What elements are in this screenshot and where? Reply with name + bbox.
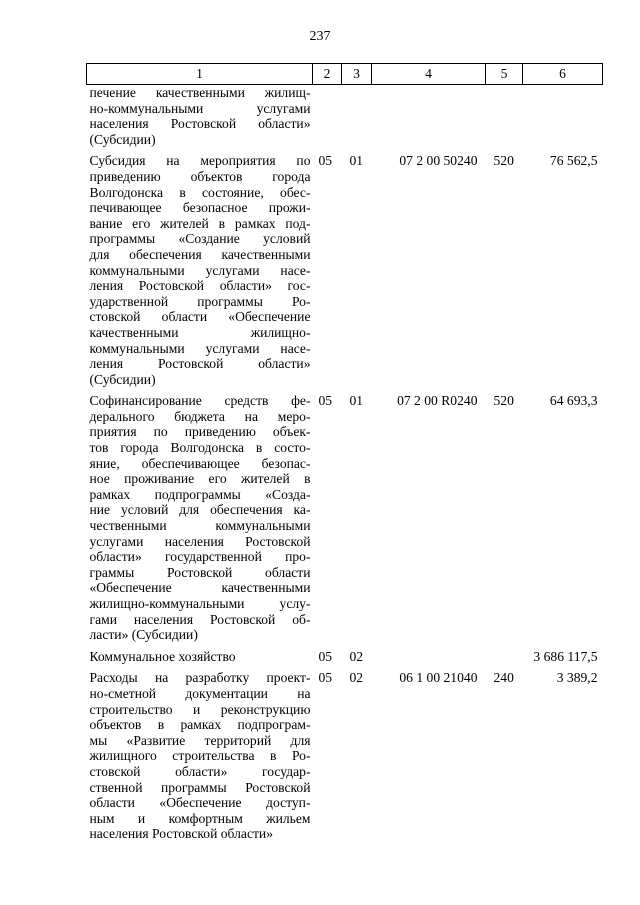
- row-subsection: 02: [349, 648, 364, 664]
- header-col-2: 2: [313, 64, 342, 85]
- row-expense-type: 240: [493, 670, 514, 686]
- row-name-line: строительство и реконструкцию: [89, 701, 311, 717]
- row-name: [87, 393, 313, 643]
- row-name-line: объектов в рамках подпрограм-: [89, 717, 311, 733]
- row-name-line: приведению объектов города: [89, 168, 311, 184]
- row-section: 05: [318, 670, 333, 686]
- row-name-line: области «Обеспечение доступ-: [89, 795, 311, 811]
- row-name-line: но-коммунальными услугами: [89, 100, 311, 116]
- row-name-line: ласти» (Субсидии): [89, 627, 198, 643]
- header-col-6: 6: [523, 64, 603, 85]
- header-col-5: 5: [486, 64, 523, 85]
- row-name: [87, 85, 313, 148]
- row-name-line: граммы Ростовской области: [89, 564, 311, 580]
- row-name-line: Коммунальное хозяйство: [89, 648, 236, 664]
- row-target-code: [372, 649, 486, 665]
- table-row: [87, 670, 603, 842]
- row-name-line: ственной программы Ростовской: [89, 779, 311, 795]
- row-name: [87, 670, 313, 842]
- row-section: 05: [318, 393, 333, 409]
- row-subsection: 01: [349, 153, 364, 169]
- row-name-line: коммунальными услугами насе-: [89, 262, 311, 278]
- row-section: [313, 85, 342, 148]
- row-name: [87, 649, 313, 665]
- row-name-line: дерального бюджета на меро-: [89, 408, 311, 424]
- row-name-line: Расходы на разработку проект-: [89, 670, 311, 686]
- header-col-4: 4: [372, 64, 486, 85]
- row-name-line: чественными коммунальными: [89, 518, 311, 534]
- row-name-line: жилищно-коммунальными услу-: [89, 596, 311, 611]
- row-name-line: вание его жителей в рамках под-: [89, 215, 311, 231]
- row-name-line: рамках подпрограммы «Созда-: [89, 486, 311, 502]
- row-name-line: (Субсидии): [89, 131, 156, 147]
- row-name-line: печивающее безопасное прожи-: [89, 200, 311, 216]
- row-expense-type: 520: [493, 153, 514, 169]
- table-row: [87, 649, 603, 665]
- row-name-line: для обеспечения качественными: [89, 246, 311, 262]
- row-name-line: области» государственной про-: [89, 549, 311, 565]
- row-section: 05: [318, 153, 333, 169]
- row-name-line: ным и комфортным жильем: [89, 810, 311, 826]
- table-row: [87, 85, 603, 148]
- row-amount: [523, 85, 603, 148]
- row-name-line: приятия по приведению объек-: [89, 424, 311, 440]
- header-col-1: 1: [87, 64, 313, 85]
- row-name-line: коммунальными услугами насе-: [89, 340, 311, 356]
- row-name-line: «Обеспечение качественными: [89, 580, 311, 596]
- row-target-code: 07 2 00 50240: [399, 153, 478, 169]
- row-amount: 76 562,5: [549, 153, 598, 169]
- row-name-line: жилищного строительства в Ро-: [89, 748, 311, 764]
- header-row: [87, 64, 603, 85]
- row-name-line: программы «Создание условий: [89, 231, 311, 247]
- row-name-line: ударственной программы Ро-: [89, 293, 311, 309]
- row-name-line: Субсидия на мероприятия по: [89, 153, 311, 169]
- table-row: [87, 393, 603, 643]
- row-subsection: [342, 85, 372, 148]
- row-name-line: мы «Развитие территорий для: [89, 732, 311, 748]
- row-amount: 3 389,2: [556, 670, 598, 686]
- row-name-line: населения Ростовской области»: [89, 826, 274, 842]
- row-name-line: тов города Волгодонска в состо-: [89, 440, 311, 456]
- row-target-code: 07 2 00 R0240: [397, 393, 478, 409]
- row-name-line: ние условий для обеспечения ка-: [89, 502, 311, 518]
- row-name-line: ное проживание его жителей в: [89, 471, 311, 487]
- row-name-line: печение качественными жилищ-: [89, 85, 311, 100]
- row-name-line: населения Ростовской области»: [89, 116, 311, 132]
- row-name: [87, 153, 313, 387]
- row-expense-type: [486, 85, 523, 148]
- row-name-line: услугами населения Ростовской: [89, 533, 311, 549]
- row-name-line: качественными жилищно-: [89, 324, 311, 340]
- row-name-line: стовской области «Обеспечение: [89, 309, 311, 325]
- row-amount: 3 686 117,5: [533, 648, 598, 664]
- row-name-line: Софинансирование средств фе-: [89, 393, 311, 409]
- table-body: [87, 85, 603, 842]
- row-name-line: но-сметной документации на: [89, 685, 311, 701]
- row-name-line: гами населения Ростовской об-: [89, 611, 311, 627]
- row-section: 05: [318, 648, 333, 664]
- row-name-line: Волгодонска в состояние, обес-: [89, 184, 311, 200]
- row-amount: 64 693,3: [549, 393, 598, 409]
- page-number: 237: [309, 29, 331, 44]
- header-col-3: 3: [342, 64, 372, 85]
- row-subsection: 01: [349, 393, 364, 409]
- row-expense-type: [486, 649, 523, 665]
- row-expense-type: 520: [493, 393, 514, 409]
- row-name-line: стовской области» государ-: [89, 763, 311, 779]
- row-name-line: ления Ростовской области»: [89, 356, 311, 372]
- table-row: [87, 153, 603, 387]
- row-name-line: (Субсидии): [89, 371, 156, 387]
- row-name-line: яние, обеспечивающее безопас-: [89, 455, 311, 471]
- row-target-code: 06 1 00 21040: [399, 670, 478, 686]
- row-name-line: ления Ростовской области» гос-: [89, 278, 311, 294]
- budget-table: [86, 63, 603, 842]
- row-subsection: 02: [349, 670, 364, 686]
- row-target-code: [372, 85, 486, 148]
